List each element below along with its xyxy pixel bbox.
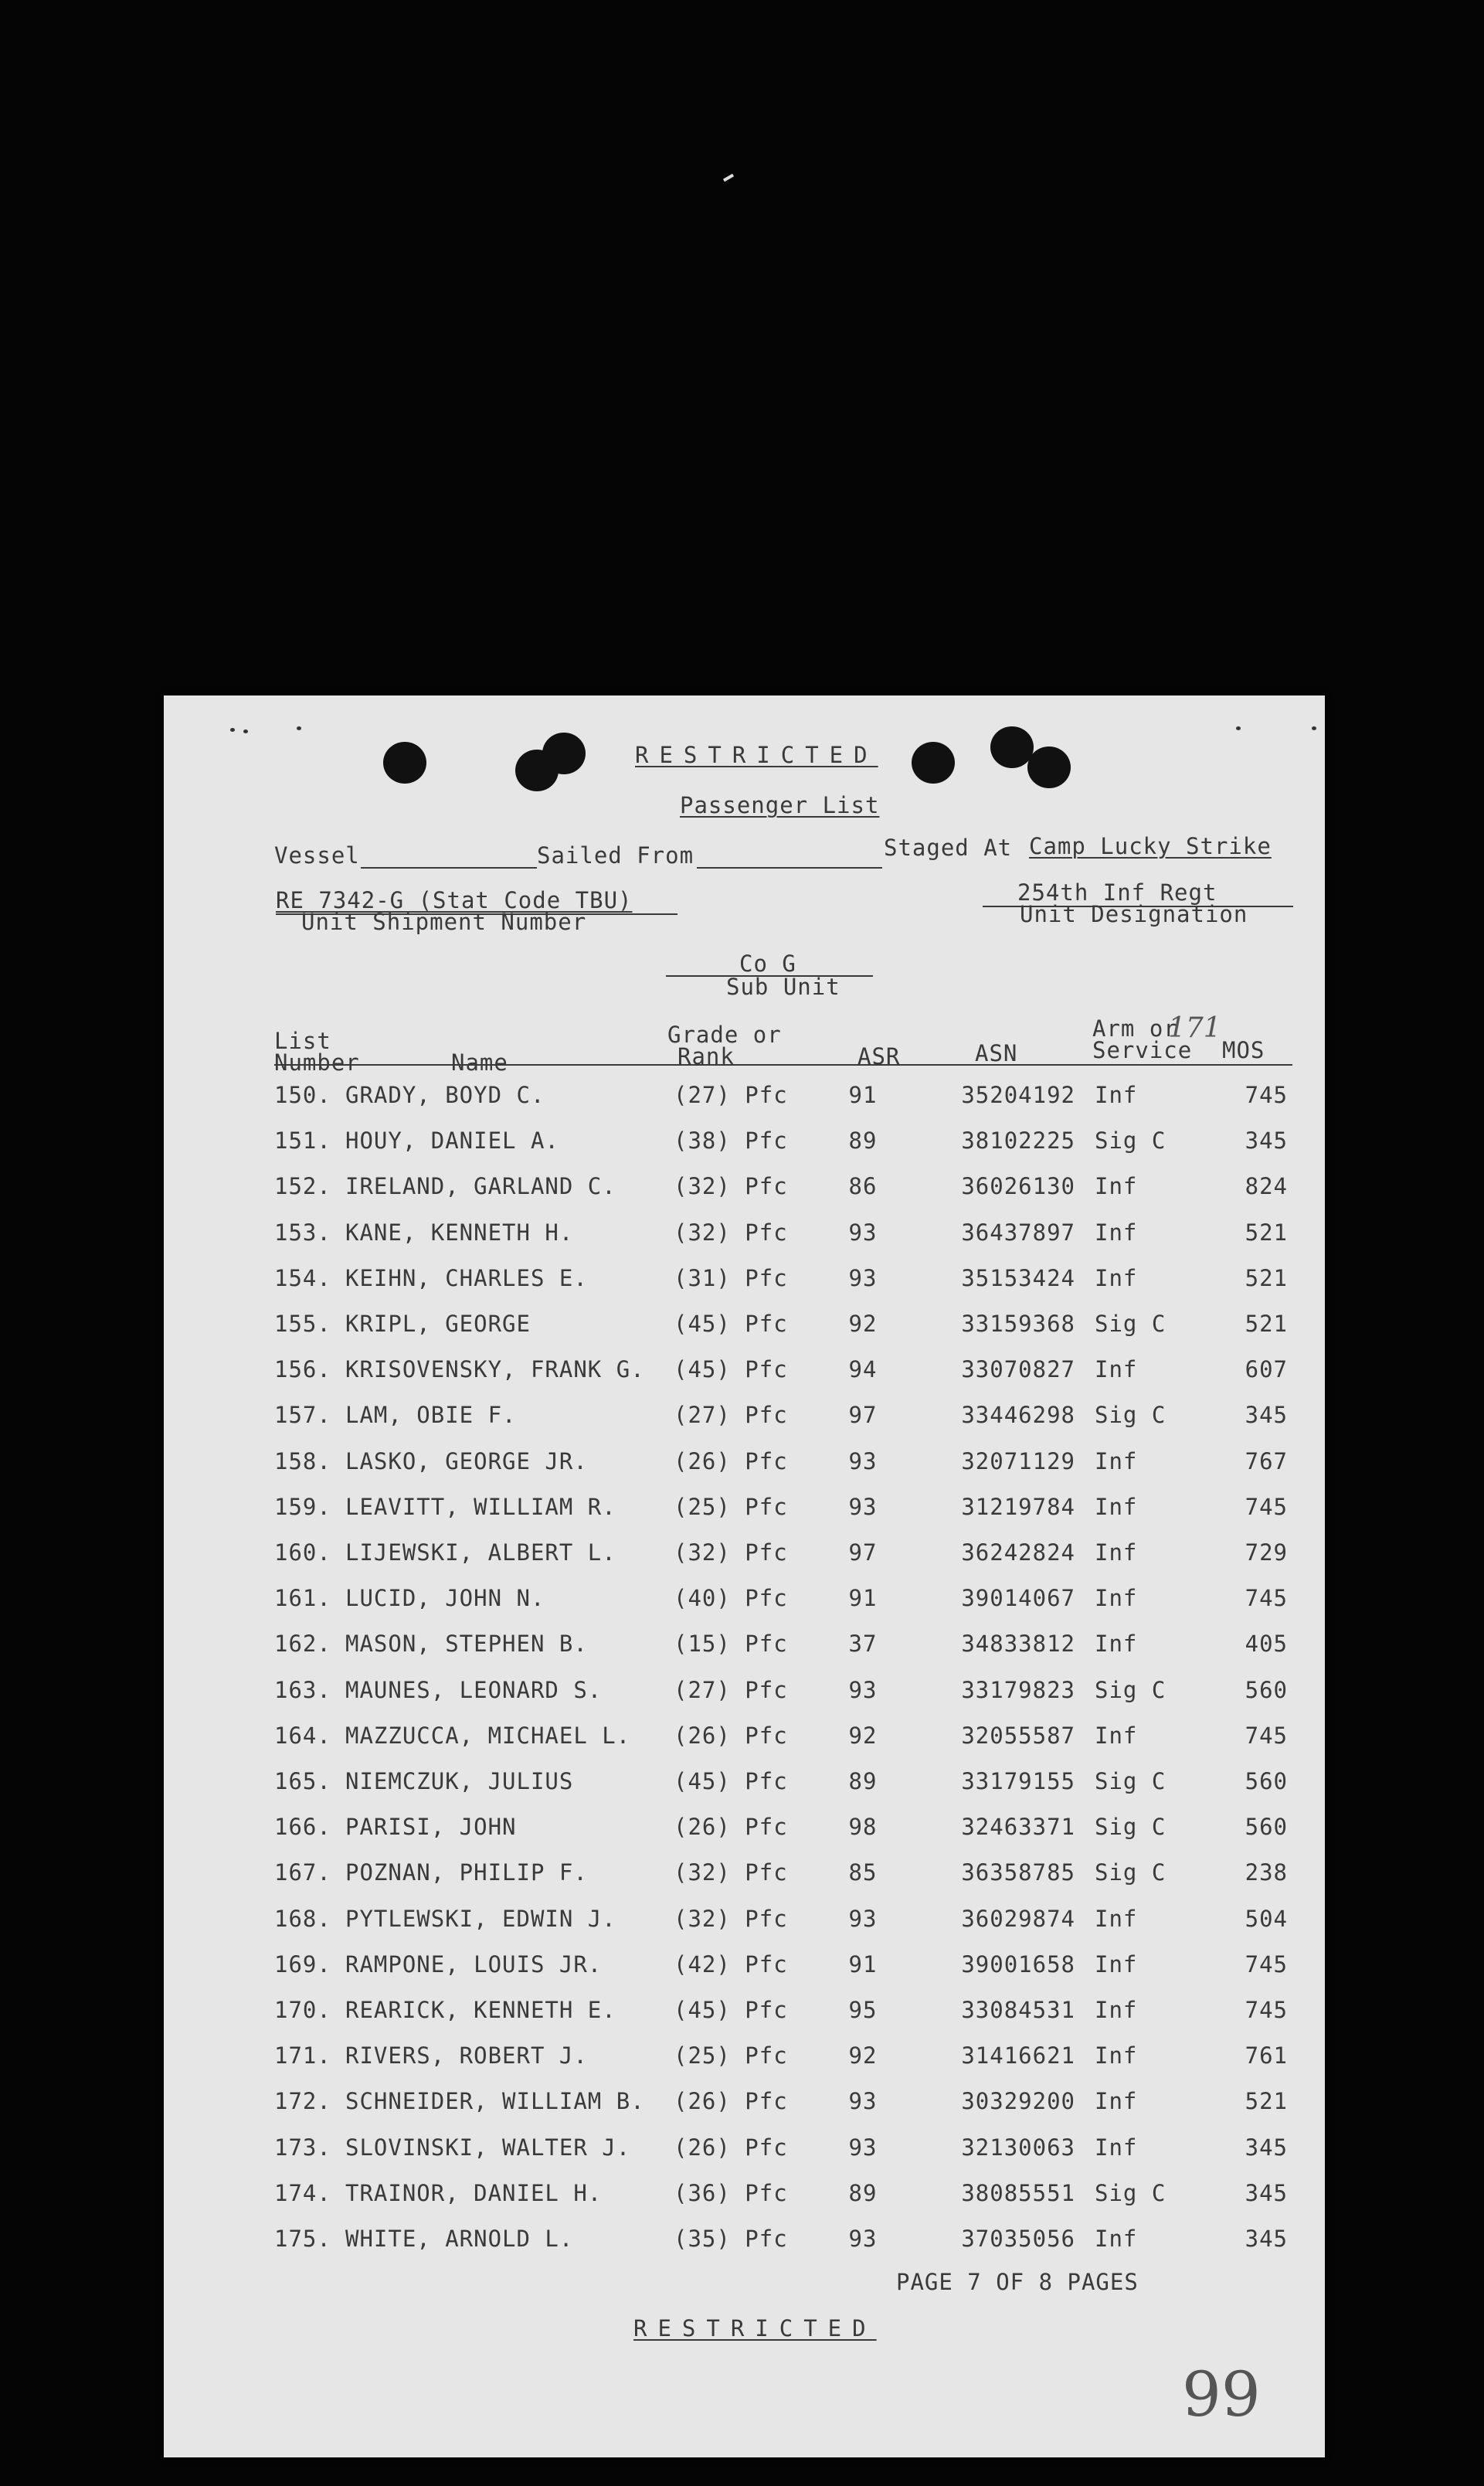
asn-number: 36437897 xyxy=(961,1219,1075,1246)
col-header-arm: Arm or xyxy=(1092,1015,1178,1042)
paper-speck xyxy=(1312,726,1316,730)
list-number: 155. xyxy=(274,1311,331,1337)
mos-code: 745 xyxy=(1245,1082,1288,1108)
punch-hole xyxy=(912,742,955,784)
table-row xyxy=(164,1997,1323,2042)
arm-of-service: Inf xyxy=(1095,1997,1138,2023)
page-indicator: PAGE 7 OF 8 PAGES xyxy=(896,2269,1139,2295)
asr-score: 86 xyxy=(848,1173,878,1200)
list-number: 169. xyxy=(274,1950,331,1978)
passenger-name: RAMPONE, LOUIS JR. xyxy=(345,1950,603,1978)
passenger-name: KRIPL, GEORGE xyxy=(345,1311,531,1337)
table-row xyxy=(164,1951,1323,1996)
asr-score: 93 xyxy=(848,1219,878,1246)
asr-score: 93 xyxy=(848,2134,878,2161)
table-row xyxy=(164,1311,1323,1355)
mos-code: 521 xyxy=(1245,2088,1288,2115)
arm-of-service: Inf xyxy=(1095,1493,1138,1520)
mos-code: 521 xyxy=(1245,1311,1288,1337)
asn-number: 33179155 xyxy=(961,1768,1075,1794)
passenger-name: RIVERS, ROBERT J. xyxy=(345,2042,588,2069)
asn-number: 36358785 xyxy=(961,1859,1075,1886)
asr-score: 91 xyxy=(848,1950,878,1978)
table-row xyxy=(164,1631,1323,1675)
asn-number: 36026130 xyxy=(961,1173,1075,1200)
arm-of-service: Sig C xyxy=(1095,1676,1166,1703)
asn-number: 30329200 xyxy=(961,2088,1075,2115)
table-row xyxy=(164,1906,1323,1950)
passenger-name: LIJEWSKI, ALBERT L. xyxy=(345,1539,616,1566)
table-row xyxy=(164,1402,1323,1447)
grade-rank: (26) Pfc xyxy=(674,1722,788,1749)
passenger-name: LEAVITT, WILLIAM R. xyxy=(345,1493,616,1520)
asr-score: 97 xyxy=(848,1402,878,1429)
grade-rank: (27) Pfc xyxy=(674,1082,788,1108)
arm-of-service: Sig C xyxy=(1095,1768,1166,1794)
asr-score: 93 xyxy=(848,1264,878,1291)
asr-score: 98 xyxy=(848,1814,878,1841)
asn-number: 36242824 xyxy=(961,1539,1075,1566)
mos-code: 745 xyxy=(1245,1585,1288,1612)
mos-code: 560 xyxy=(1245,1814,1288,1841)
list-number: 170. xyxy=(274,1997,331,2023)
asn-number: 39001658 xyxy=(961,1950,1075,1978)
asn-number: 33084531 xyxy=(961,1997,1075,2023)
grade-rank: (32) Pfc xyxy=(674,1219,788,1246)
grade-rank: (26) Pfc xyxy=(674,2088,788,2115)
grade-rank: (40) Pfc xyxy=(674,1585,788,1612)
mos-code: 607 xyxy=(1245,1356,1288,1383)
film-speck xyxy=(723,174,734,182)
punch-hole xyxy=(383,742,426,784)
grade-rank: (45) Pfc xyxy=(674,1356,788,1383)
header-rule xyxy=(274,1064,1292,1066)
table-row xyxy=(164,2134,1323,2179)
asn-number: 32055587 xyxy=(961,1722,1075,1749)
arm-of-service: Inf xyxy=(1095,1950,1138,1978)
table-row xyxy=(164,1356,1323,1401)
list-number: 172. xyxy=(274,2088,331,2115)
grade-rank: (26) Pfc xyxy=(674,2134,788,2161)
col-header-grade: Grade or xyxy=(667,1022,782,1048)
asr-score: 93 xyxy=(848,1905,878,1932)
punch-hole xyxy=(990,726,1034,768)
mos-code: 405 xyxy=(1245,1631,1288,1658)
asr-score: 93 xyxy=(848,1493,878,1520)
table-row xyxy=(164,1814,1323,1859)
asn-number: 37035056 xyxy=(961,2226,1075,2252)
mos-code: 345 xyxy=(1245,2134,1288,2161)
passenger-name: TRAINOR, DANIEL H. xyxy=(345,2179,603,2206)
sailed-from-label: Sailed From xyxy=(537,842,694,869)
arm-of-service: Sig C xyxy=(1095,1311,1166,1337)
grade-rank: (25) Pfc xyxy=(674,1493,788,1520)
grade-rank: (32) Pfc xyxy=(674,1539,788,1566)
list-number: 152. xyxy=(274,1173,331,1200)
mos-code: 238 xyxy=(1245,1859,1288,1886)
arm-of-service: Inf xyxy=(1095,1631,1138,1658)
mos-code: 345 xyxy=(1245,2226,1288,2252)
col-header-name: Name xyxy=(451,1049,508,1076)
mos-code: 824 xyxy=(1245,1173,1288,1200)
asn-number: 35153424 xyxy=(961,1264,1075,1291)
table-row xyxy=(164,1219,1323,1264)
list-number: 174. xyxy=(274,2179,331,2206)
arm-of-service: Inf xyxy=(1095,2088,1138,2115)
passenger-name: KANE, KENNETH H. xyxy=(345,1219,574,1246)
table-row xyxy=(164,2088,1323,2133)
mos-code: 560 xyxy=(1245,1676,1288,1703)
asr-score: 94 xyxy=(848,1356,878,1383)
punch-hole xyxy=(1027,746,1071,788)
grade-rank: (45) Pfc xyxy=(674,1311,788,1337)
grade-rank: (26) Pfc xyxy=(674,1814,788,1841)
asr-score: 92 xyxy=(848,1722,878,1749)
table-row xyxy=(164,2226,1323,2270)
staged-at-value: Camp Lucky Strike xyxy=(1029,833,1272,859)
list-number: 164. xyxy=(274,1722,331,1749)
passenger-name: PARISI, JOHN xyxy=(345,1814,517,1841)
list-number: 162. xyxy=(274,1631,331,1658)
passenger-name: MAZZUCCA, MICHAEL L. xyxy=(345,1722,631,1749)
passenger-name: POZNAN, PHILIP F. xyxy=(345,1859,588,1886)
passenger-list-page xyxy=(164,695,1325,2457)
list-number: 158. xyxy=(274,1447,331,1474)
table-row xyxy=(164,1768,1323,1813)
arm-of-service: Sig C xyxy=(1095,1859,1166,1886)
list-number: 165. xyxy=(274,1768,331,1794)
list-number: 154. xyxy=(274,1264,331,1291)
passenger-name: LUCID, JOHN N. xyxy=(345,1585,545,1612)
mos-code: 521 xyxy=(1245,1219,1288,1246)
asr-score: 92 xyxy=(848,2042,878,2069)
arm-of-service: Inf xyxy=(1095,1722,1138,1749)
mos-code: 345 xyxy=(1245,2179,1288,2206)
asn-number: 31219784 xyxy=(961,1493,1075,1520)
asr-score: 95 xyxy=(848,1997,878,2023)
asn-number: 36029874 xyxy=(961,1905,1075,1932)
arm-of-service: Sig C xyxy=(1095,1127,1166,1155)
table-row xyxy=(164,1585,1323,1630)
asr-score: 85 xyxy=(848,1859,878,1886)
arm-of-service: Inf xyxy=(1095,1585,1138,1612)
passenger-name: WHITE, ARNOLD L. xyxy=(345,2226,574,2252)
passenger-name: HOUY, DANIEL A. xyxy=(345,1127,559,1155)
list-number: 173. xyxy=(274,2134,331,2161)
list-number: 166. xyxy=(274,1814,331,1841)
arm-of-service: Sig C xyxy=(1095,1814,1166,1841)
list-number: 157. xyxy=(274,1402,331,1429)
asn-number: 32463371 xyxy=(961,1814,1075,1841)
passenger-name: LASKO, GEORGE JR. xyxy=(345,1447,588,1474)
staged-at-label: Staged At xyxy=(884,835,1013,861)
arm-of-service: Inf xyxy=(1095,2134,1138,2161)
handwritten-page-number: 99 xyxy=(1182,2358,1261,2430)
asr-score: 91 xyxy=(848,1082,878,1108)
table-row xyxy=(164,1859,1323,1904)
asn-number: 38102225 xyxy=(961,1127,1075,1155)
grade-rank: (27) Pfc xyxy=(674,1676,788,1703)
grade-rank: (27) Pfc xyxy=(674,1402,788,1429)
mos-code: 745 xyxy=(1245,1493,1288,1520)
restricted-header: RESTRICTED xyxy=(635,742,878,768)
arm-of-service: Inf xyxy=(1095,1447,1138,1474)
asr-score: 93 xyxy=(848,1676,878,1703)
asn-number: 33179823 xyxy=(961,1676,1075,1703)
grade-rank: (32) Pfc xyxy=(674,1173,788,1200)
arm-of-service: Inf xyxy=(1095,1082,1138,1108)
list-number: 159. xyxy=(274,1493,331,1520)
unit-shipment-label: Unit Shipment Number xyxy=(301,909,587,935)
passenger-name: KRISOVENSKY, FRANK G. xyxy=(345,1356,645,1383)
asn-number: 32071129 xyxy=(961,1447,1075,1474)
col-header-number: Number xyxy=(274,1049,360,1076)
passenger-name: NIEMCZUK, JULIUS xyxy=(345,1768,574,1794)
asn-number: 33070827 xyxy=(961,1356,1075,1383)
grade-rank: (31) Pfc xyxy=(674,1264,788,1291)
passenger-name: PYTLEWSKI, EDWIN J. xyxy=(345,1905,616,1932)
asr-score: 37 xyxy=(848,1631,878,1658)
mos-code: 729 xyxy=(1245,1539,1288,1566)
arm-of-service: Inf xyxy=(1095,1356,1138,1383)
passenger-name: REARICK, KENNETH E. xyxy=(345,1997,616,2023)
paper-speck xyxy=(243,729,248,733)
mos-code: 345 xyxy=(1245,1402,1288,1429)
arm-of-service: Inf xyxy=(1095,1219,1138,1246)
passenger-name: IRELAND, GARLAND C. xyxy=(345,1173,616,1200)
mos-code: 745 xyxy=(1245,1722,1288,1749)
grade-rank: (32) Pfc xyxy=(674,1905,788,1932)
col-header-asr: ASR xyxy=(857,1043,901,1070)
col-header-service: Service xyxy=(1092,1037,1193,1063)
asr-score: 89 xyxy=(848,1127,878,1155)
grade-rank: (25) Pfc xyxy=(674,2042,788,2069)
passenger-name: SLOVINSKI, WALTER J. xyxy=(345,2134,631,2161)
list-number: 160. xyxy=(274,1539,331,1566)
col-header-asn: ASN xyxy=(975,1040,1018,1066)
mos-code: 521 xyxy=(1245,1264,1288,1291)
grade-rank: (42) Pfc xyxy=(674,1950,788,1978)
passenger-name: MAUNES, LEONARD S. xyxy=(345,1676,603,1703)
list-number: 156. xyxy=(274,1356,331,1383)
arm-of-service: Sig C xyxy=(1095,1402,1166,1429)
mos-code: 745 xyxy=(1245,1997,1288,2023)
table-row xyxy=(164,1677,1323,1722)
arm-of-service: Inf xyxy=(1095,1264,1138,1291)
asr-score: 93 xyxy=(848,2088,878,2115)
asr-score: 97 xyxy=(848,1539,878,1566)
mos-code: 761 xyxy=(1245,2042,1288,2069)
arm-of-service: Inf xyxy=(1095,2226,1138,2252)
grade-rank: (38) Pfc xyxy=(674,1127,788,1155)
passenger-name: GRADY, BOYD C. xyxy=(345,1082,545,1108)
paper-speck xyxy=(230,728,235,732)
asr-score: 92 xyxy=(848,1311,878,1337)
list-number: 163. xyxy=(274,1676,331,1703)
passenger-name: MASON, STEPHEN B. xyxy=(345,1631,588,1658)
restricted-footer: RESTRICTED xyxy=(633,2315,877,2341)
vessel-label: Vessel xyxy=(274,842,360,869)
table-row xyxy=(164,1539,1323,1584)
mos-code: 345 xyxy=(1245,1127,1288,1155)
arm-of-service: Inf xyxy=(1095,1173,1138,1200)
mos-code: 560 xyxy=(1245,1768,1288,1794)
asn-number: 35204192 xyxy=(961,1082,1075,1108)
col-header-list: List xyxy=(274,1028,331,1054)
table-row xyxy=(164,1448,1323,1493)
passenger-name: SCHNEIDER, WILLIAM B. xyxy=(345,2088,645,2115)
list-number: 168. xyxy=(274,1905,331,1932)
table-row xyxy=(164,2180,1323,2225)
asn-number: 39014067 xyxy=(961,1585,1075,1612)
arm-of-service: Inf xyxy=(1095,1905,1138,1932)
grade-rank: (26) Pfc xyxy=(674,1447,788,1474)
table-row xyxy=(164,2042,1323,2087)
paper-speck xyxy=(1236,726,1241,730)
grade-rank: (15) Pfc xyxy=(674,1631,788,1658)
asn-number: 34833812 xyxy=(961,1631,1075,1658)
grade-rank: (35) Pfc xyxy=(674,2226,788,2252)
sub-unit-value: Co G xyxy=(739,951,796,977)
passenger-name: LAM, OBIE F. xyxy=(345,1402,517,1429)
col-header-mos: MOS xyxy=(1222,1037,1265,1063)
asn-number: 33159368 xyxy=(961,1311,1075,1337)
punch-hole xyxy=(542,733,586,774)
table-row xyxy=(164,1265,1323,1310)
asr-score: 89 xyxy=(848,1768,878,1794)
unit-designation-value: 254th Inf Regt xyxy=(1017,879,1217,906)
arm-of-service: Sig C xyxy=(1095,2179,1166,2206)
list-number: 161. xyxy=(274,1585,331,1612)
asn-number: 33446298 xyxy=(961,1402,1075,1429)
asn-number: 32130063 xyxy=(961,2134,1075,2161)
grade-rank: (36) Pfc xyxy=(674,2179,788,2206)
paper-speck xyxy=(297,726,301,730)
arm-of-service: Inf xyxy=(1095,1539,1138,1566)
sub-unit-label: Sub Unit xyxy=(726,974,840,1000)
asn-number: 31416621 xyxy=(961,2042,1075,2069)
list-number: 151. xyxy=(274,1127,331,1155)
asr-score: 89 xyxy=(848,2179,878,2206)
grade-rank: (45) Pfc xyxy=(674,1997,788,2023)
grade-rank: (45) Pfc xyxy=(674,1768,788,1794)
unit-designation-label: Unit Designation xyxy=(1020,901,1248,927)
mos-code: 767 xyxy=(1245,1447,1288,1474)
list-number: 175. xyxy=(274,2226,331,2252)
list-number: 171. xyxy=(274,2042,331,2069)
table-row xyxy=(164,1723,1323,1767)
table-row xyxy=(164,1173,1323,1218)
asn-number: 38085551 xyxy=(961,2179,1075,2206)
mos-code: 504 xyxy=(1245,1905,1288,1932)
asr-score: 93 xyxy=(848,1447,878,1474)
passenger-name: KEIHN, CHARLES E. xyxy=(345,1264,588,1291)
list-number: 150. xyxy=(274,1082,331,1108)
list-number: 153. xyxy=(274,1219,331,1246)
grade-rank: (32) Pfc xyxy=(674,1859,788,1886)
unit-shipment-number: RE 7342-G (Stat Code TBU) xyxy=(276,887,633,913)
asr-score: 93 xyxy=(848,2226,878,2252)
sailed-from-field xyxy=(697,867,882,869)
handwritten-annotation: 171 xyxy=(1168,1012,1221,1044)
mos-code: 745 xyxy=(1245,1950,1288,1978)
table-row xyxy=(164,1127,1323,1172)
table-row xyxy=(164,1494,1323,1539)
col-header-rank: Rank xyxy=(677,1043,735,1070)
vessel-field xyxy=(361,867,537,869)
arm-of-service: Inf xyxy=(1095,2042,1138,2069)
document-title: Passenger List xyxy=(680,792,880,818)
list-number: 167. xyxy=(274,1859,331,1886)
table-row xyxy=(164,1082,1323,1127)
asr-score: 91 xyxy=(848,1585,878,1612)
